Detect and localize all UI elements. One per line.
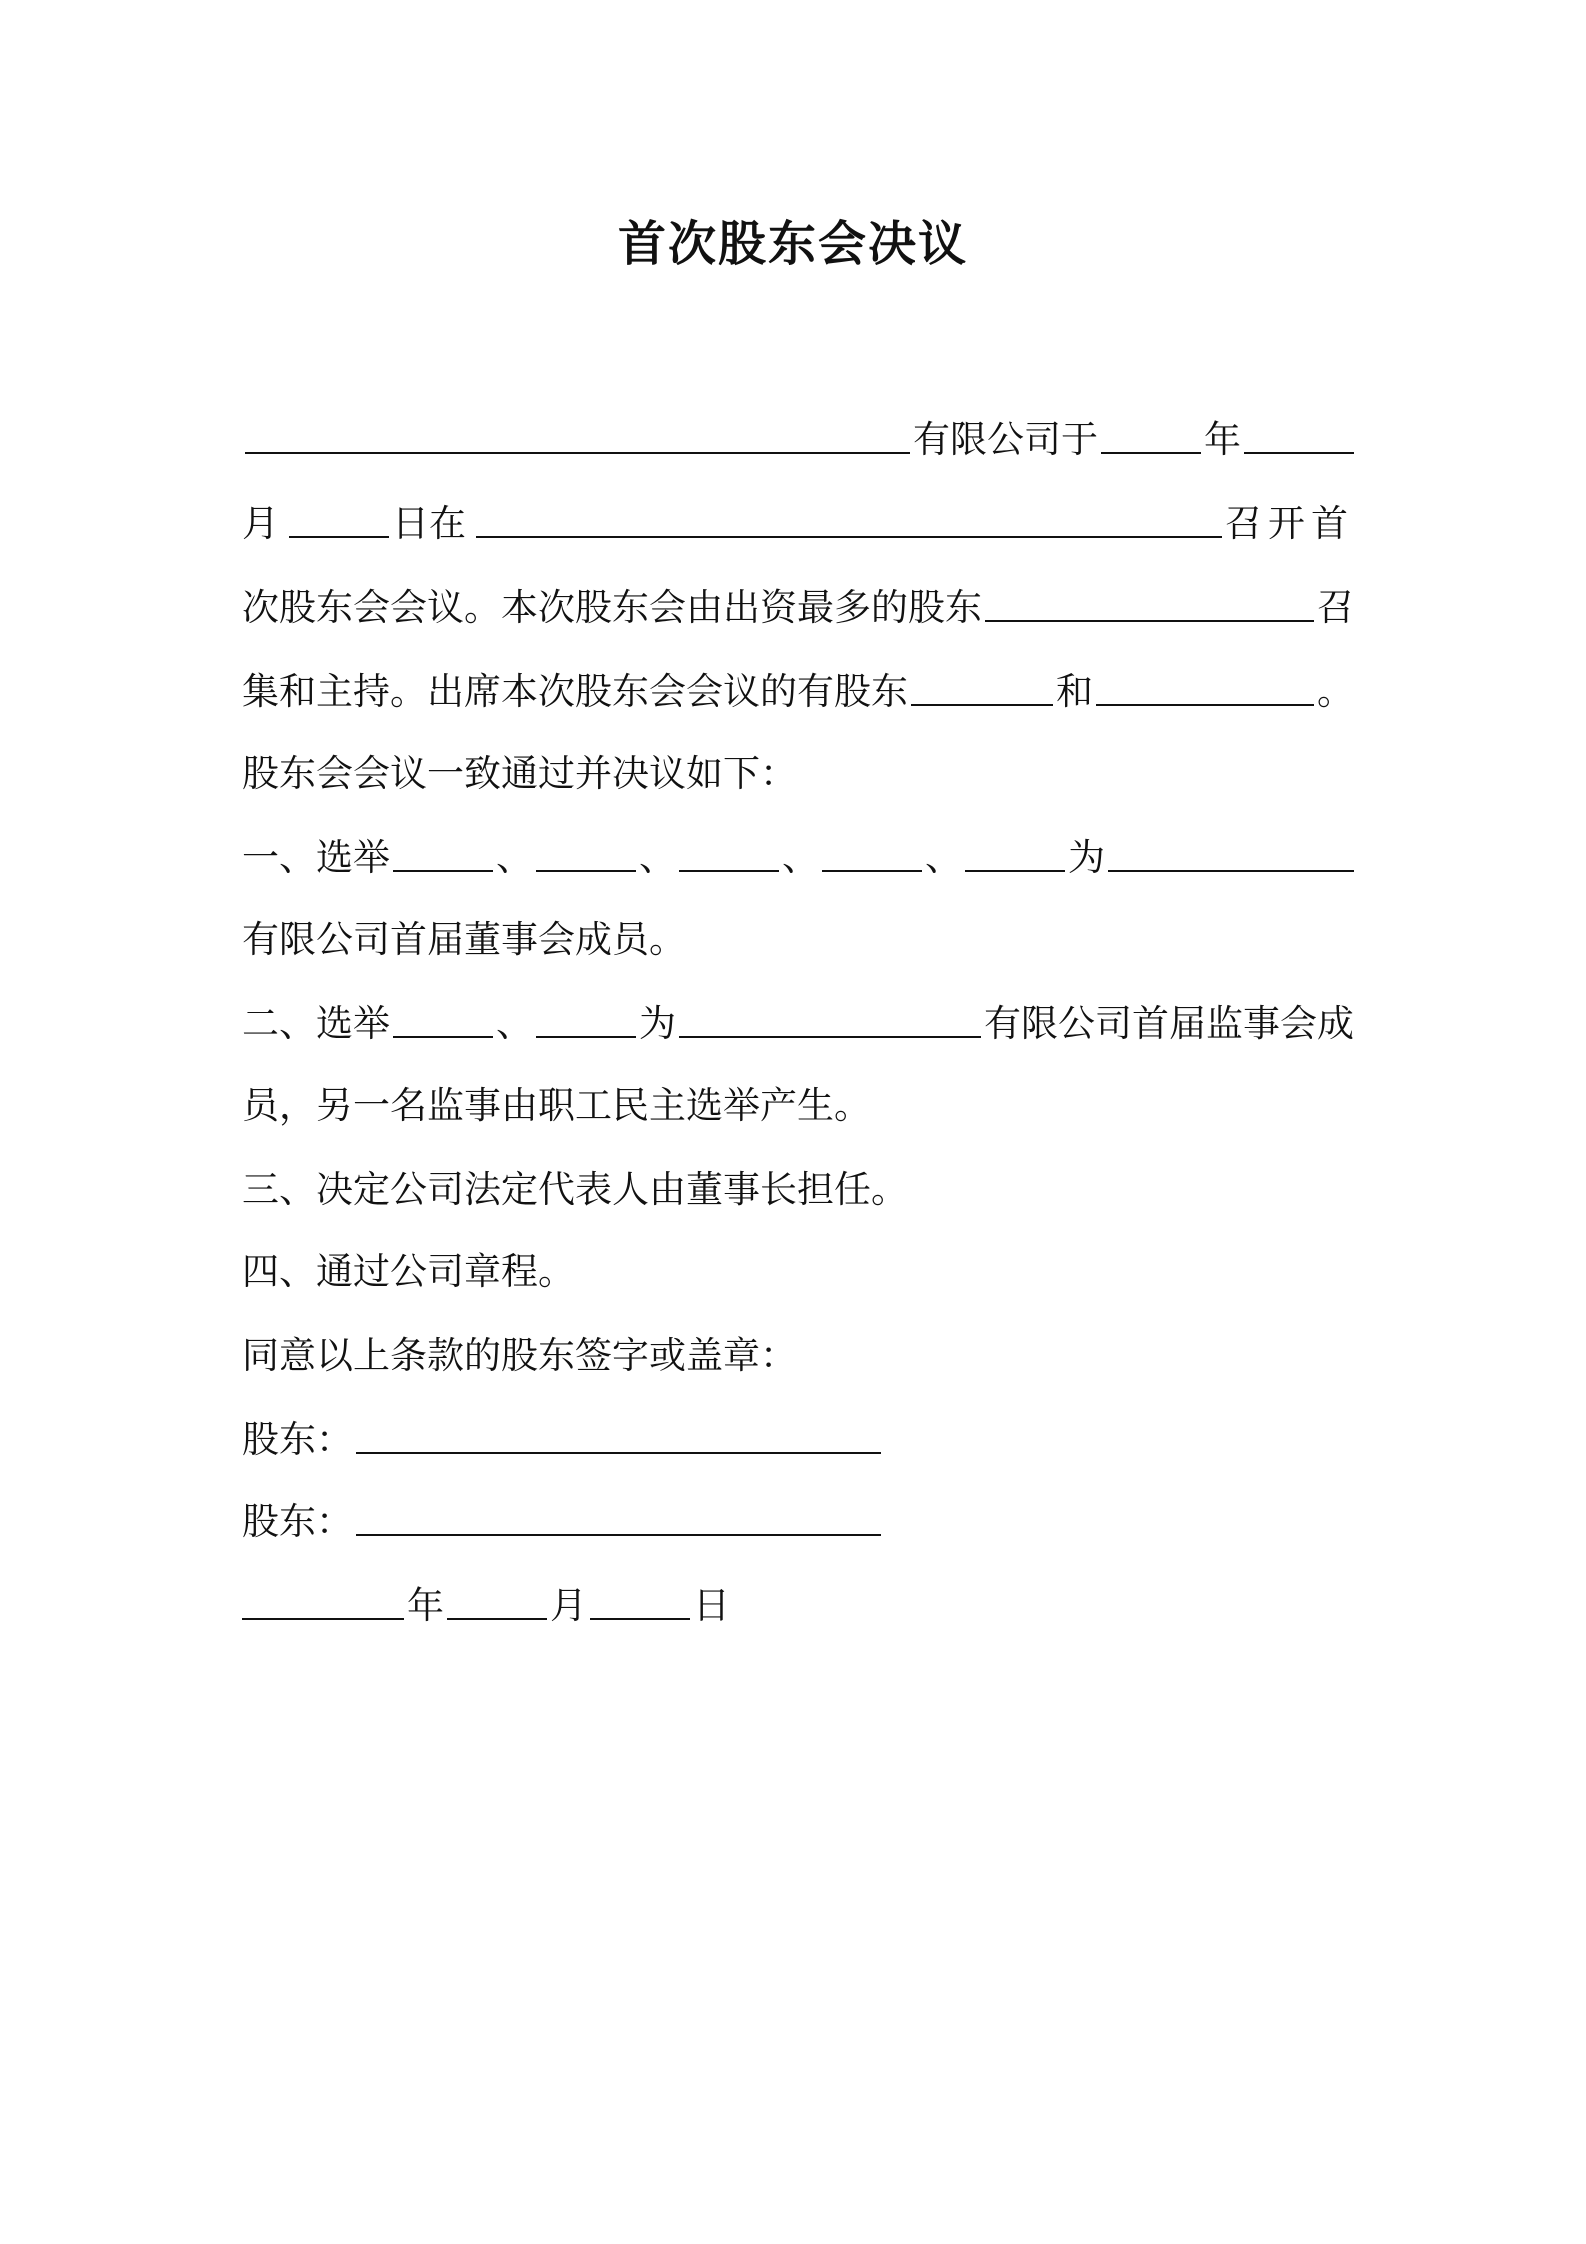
meeting-year-blank[interactable] <box>1101 440 1201 454</box>
convener-text: 次股东会会议。本次股东会由出资最多的股东 <box>242 586 982 629</box>
shareholder-2-signature-blank[interactable] <box>356 1522 881 1536</box>
director-4-blank[interactable] <box>822 858 922 872</box>
resolution-4-line <box>242 1244 1354 1300</box>
signature-intro: 同意以上条款的股东签字或盖章： <box>242 1334 797 1377</box>
separator: 、 <box>496 1002 533 1045</box>
attendee-2-blank[interactable] <box>1096 692 1314 706</box>
attendees-text: 集和主持。出席本次股东会会议的有股东 <box>242 670 908 713</box>
board-company-blank[interactable] <box>1108 858 1354 872</box>
as-text: 为 <box>1068 836 1105 879</box>
resolution-2-cont: 员，另一名监事由职工民主选举产生。 <box>242 1084 871 1127</box>
separator: 、 <box>925 836 962 879</box>
date-month-text: 月 <box>550 1584 587 1627</box>
separator: 、 <box>639 836 676 879</box>
signature-intro-line <box>242 1328 1354 1384</box>
meeting-month-blank-start[interactable] <box>1244 440 1354 454</box>
resolution-3: 三、决定公司法定代表人由董事长担任。 <box>242 1168 908 1211</box>
paragraph-line-1 <box>242 412 1354 468</box>
separator: 、 <box>782 836 819 879</box>
paragraph-line-2 <box>242 496 1354 552</box>
supervisory-company-blank[interactable] <box>679 1024 981 1038</box>
shareholder-1-line <box>242 1412 1354 1468</box>
shareholder-1-label: 股东： <box>242 1418 353 1461</box>
paragraph-line-4 <box>242 664 1354 720</box>
resolution-2-cont-line <box>242 1078 1354 1134</box>
resolution-1-lead: 一、选举 <box>242 836 390 879</box>
resolution-1-cont-line <box>242 912 1354 968</box>
period-text: 。 <box>1317 670 1354 713</box>
page-title: 首次股东会决议 <box>617 216 968 272</box>
resolution-3-line <box>242 1162 1354 1218</box>
date-year-text: 年 <box>407 1584 444 1627</box>
convene-text: 召开首 <box>1225 502 1354 545</box>
director-2-blank[interactable] <box>536 858 636 872</box>
day-at-text: 日在 <box>392 502 466 545</box>
meeting-day-blank[interactable] <box>289 524 389 538</box>
supervisor-1-blank[interactable] <box>393 1024 493 1038</box>
meeting-location-blank[interactable] <box>476 524 1222 538</box>
shareholder-1-signature-blank[interactable] <box>356 1440 881 1454</box>
sign-month-blank[interactable] <box>447 1606 547 1620</box>
resolution-1-cont: 有限公司首届董事会成员。 <box>242 918 686 961</box>
as-text: 为 <box>639 1002 676 1045</box>
resolution-2-lead: 二、选举 <box>242 1002 390 1045</box>
director-5-blank[interactable] <box>965 858 1065 872</box>
convene-end-text: 召 <box>1317 586 1354 629</box>
resolution-intro: 股东会会议一致通过并决议如下： <box>242 752 797 795</box>
resolution-2-line <box>242 996 1354 1052</box>
resolution-1-line <box>242 830 1354 886</box>
date-line <box>242 1578 1354 1634</box>
company-suffix-text: 有限公司于 <box>913 418 1098 461</box>
shareholder-2-line <box>242 1494 1354 1550</box>
sign-year-blank[interactable] <box>242 1606 404 1620</box>
year-text: 年 <box>1204 418 1241 461</box>
director-3-blank[interactable] <box>679 858 779 872</box>
company-name-blank[interactable] <box>245 440 910 454</box>
separator: 、 <box>496 836 533 879</box>
resolution-2-tail: 有限公司首届监事会成 <box>984 1002 1354 1045</box>
month-text: 月 <box>242 502 279 545</box>
sign-day-blank[interactable] <box>590 1606 690 1620</box>
paragraph-line-3 <box>242 580 1354 636</box>
and-text: 和 <box>1056 670 1093 713</box>
paragraph-line-5 <box>242 746 1354 802</box>
date-day-text: 日 <box>693 1584 730 1627</box>
convener-shareholder-blank[interactable] <box>985 608 1314 622</box>
resolution-4: 四、通过公司章程。 <box>242 1250 575 1293</box>
shareholder-2-label: 股东： <box>242 1500 353 1543</box>
supervisor-2-blank[interactable] <box>536 1024 636 1038</box>
attendee-1-blank[interactable] <box>911 692 1053 706</box>
director-1-blank[interactable] <box>393 858 493 872</box>
